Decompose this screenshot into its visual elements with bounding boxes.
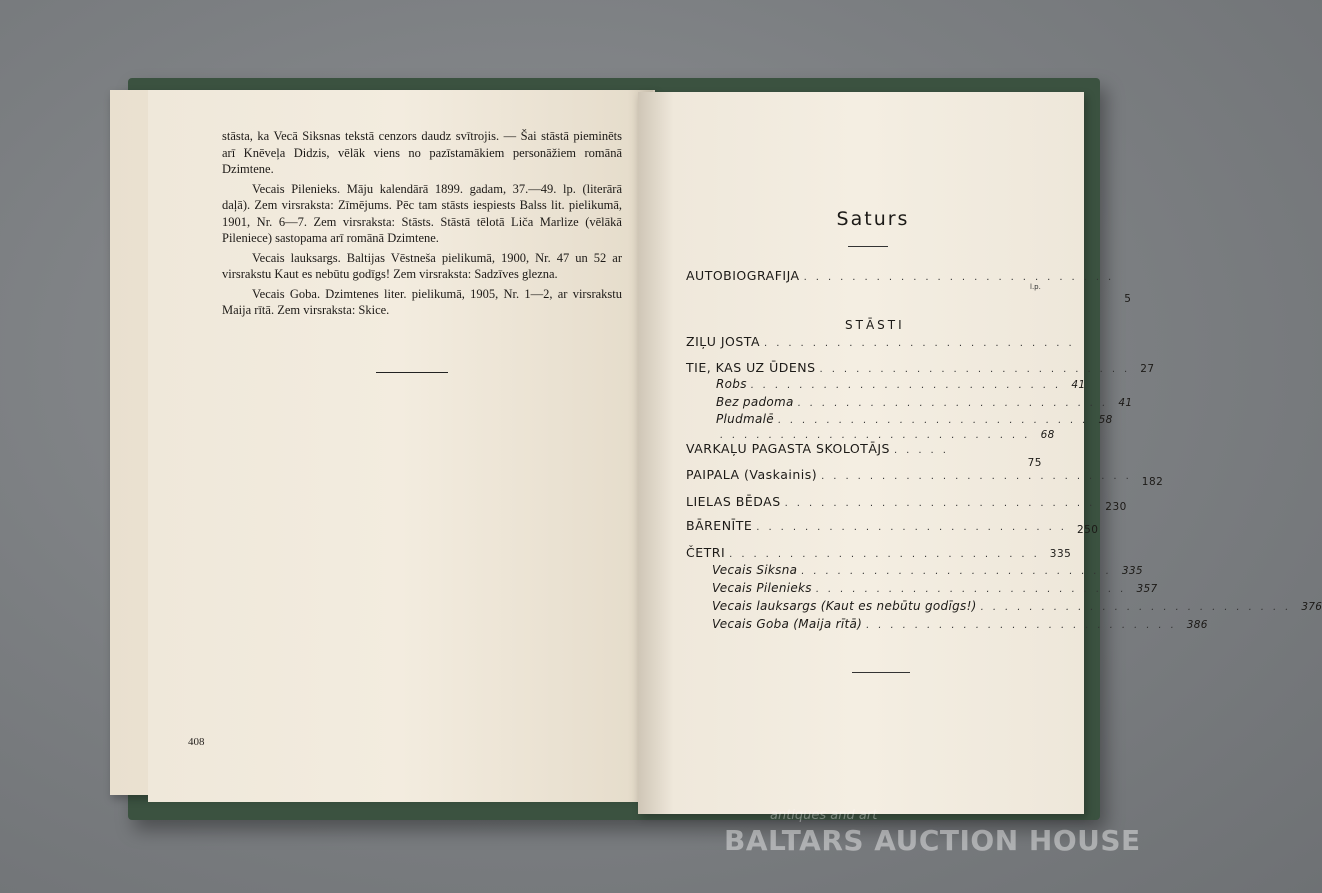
toc-entry-page: 5 (1124, 293, 1132, 305)
toc-entry-page: 386 (1186, 619, 1208, 631)
toc-entry-label: PAIPALA (Vaskainis) (686, 467, 818, 482)
lp-label: l.p. (1030, 283, 1041, 291)
leader-dots: ..... (894, 445, 955, 456)
toc-entry (686, 518, 1099, 536)
leader-dots: .......................... (797, 398, 1115, 409)
toc-entry (716, 395, 1133, 409)
toc-entry-page: 335 (1049, 548, 1072, 560)
toc-entry (686, 334, 1081, 349)
toc-entry (712, 563, 1143, 577)
toc-entry (712, 581, 1158, 595)
toc-title: Saturs (836, 208, 910, 230)
toc-entry-page: 230 (1105, 501, 1127, 513)
toc-entry (686, 545, 1072, 560)
toc-entry-label: Vecais Pilenieks (712, 581, 812, 595)
leader-dots: .......................... (750, 380, 1068, 391)
toc-entry-label: Robs (716, 377, 747, 391)
paragraph: Vecais Pilenieks. Māju kalendārā 1899. gadam, 37.—49. lp. (literārā daļā). Zem virsraksta: Zīmējums. Pēc tam stāsts iespiests Balss lit. pielikumā, 1901, Nr. 6—7. Zem virsraksta: Stāsts. Stāstā tēlotā Liča Marlize (vēlākā Pileniece) sastopama arī romānā Dzimtene. (222, 181, 622, 245)
toc-entry (712, 599, 1322, 613)
toc-entry (716, 377, 1086, 391)
leader-dots: .......................... (803, 272, 1121, 283)
leader-dots: .......................... (801, 566, 1118, 577)
title-divider (848, 246, 888, 247)
toc-entry (686, 360, 1155, 375)
toc-entry-page: 357 (1136, 583, 1158, 595)
toc-entry-label: BĀRENĪTE (686, 518, 753, 533)
toc-entry-page: 41 (1118, 397, 1133, 409)
leader-dots: .......................... (720, 430, 1037, 441)
toc-entry-label: Vecais lauksargs (Kaut es nebūtu godīgs!) (712, 599, 977, 613)
toc-entry-label: Bez padoma (716, 395, 794, 409)
toc-entry (716, 429, 1055, 441)
toc-entry (686, 494, 1127, 513)
toc-entry (716, 412, 1113, 426)
toc-entry-page: 182 (1141, 476, 1164, 488)
leader-dots: .......................... (764, 338, 1081, 349)
toc-entry-label: AUTOBIOGRAFIJA (686, 268, 800, 283)
paragraph: stāsta, ka Vecā Siksnas tekstā cenzors daudz svītrojis. — Šai stāstā pieminēts arī Knēveļa Didzis, vēlāk viens no pazīstamākiem personāžiem romānā Dzimtene. (222, 129, 622, 176)
left-page-text (222, 128, 622, 322)
leader-dots: .......................... (756, 522, 1073, 533)
toc-entry (712, 617, 1208, 631)
toc-entry-label: ČETRI (686, 545, 726, 560)
toc-entry-label: ZIĻU JOSTA (686, 334, 761, 349)
toc-entry-label: VARKAĻU PAGASTA SKOLOTĀJS (686, 441, 890, 456)
section-divider (852, 672, 910, 673)
leader-dots: .......................... (815, 584, 1133, 595)
toc-entry-page: 376 (1301, 601, 1322, 613)
leader-dots: .......................... (866, 620, 1183, 631)
toc-entry-label: Pludmalē (716, 412, 774, 426)
toc-entry-page: 68 (1040, 429, 1055, 441)
toc-entry-label: Vecais Goba (Maija rītā) (712, 617, 863, 631)
toc-entry-page: 58 (1098, 414, 1113, 426)
toc-entry-page: 335 (1121, 565, 1143, 577)
paragraph: Vecais lauksargs. Baltijas Vēstneša pielikumā, 1900, Nr. 47 un 52 ar virsrakstu Kaut es nebūtu godīgs! Zem virsraksta: Sadzīves glezna. (222, 250, 622, 281)
toc-entry-label: TIE, KAS UZ ŪDENS (686, 360, 816, 375)
toc-entry (686, 441, 1042, 469)
watermark-brand: BALTARS AUCTION HOUSE (724, 824, 1141, 857)
leader-dots: .......................... (784, 498, 1102, 509)
paragraph: Vecais Goba. Dzimtenes liter. pielikumā, 1905, Nr. 1—2, ar virsrakstu Maija rītā. Zem virsraksta: Skice. (222, 286, 622, 317)
leader-dots: .......................... (729, 549, 1046, 560)
page-number: 408 (188, 736, 205, 748)
leader-dots: .......................... (821, 471, 1138, 482)
toc-entry-label: LIELAS BĒDAS (686, 494, 781, 509)
toc-entry-label: Vecais Siksna (712, 563, 798, 577)
toc-entry-page: 27 (1140, 363, 1155, 375)
toc-entry-page: 250 (1076, 524, 1099, 536)
watermark-tagline: antiques and art (770, 808, 878, 823)
toc-entry (686, 467, 1164, 488)
toc-entry-page: 75 (1027, 457, 1042, 469)
leader-dots: .......................... (980, 602, 1298, 613)
leader-dots: .......................... (819, 364, 1137, 375)
leader-dots: .......................... (777, 415, 1095, 426)
toc-entry-page: 41 (1071, 379, 1086, 391)
section-heading: STĀSTI (845, 318, 905, 332)
section-divider (376, 372, 448, 373)
